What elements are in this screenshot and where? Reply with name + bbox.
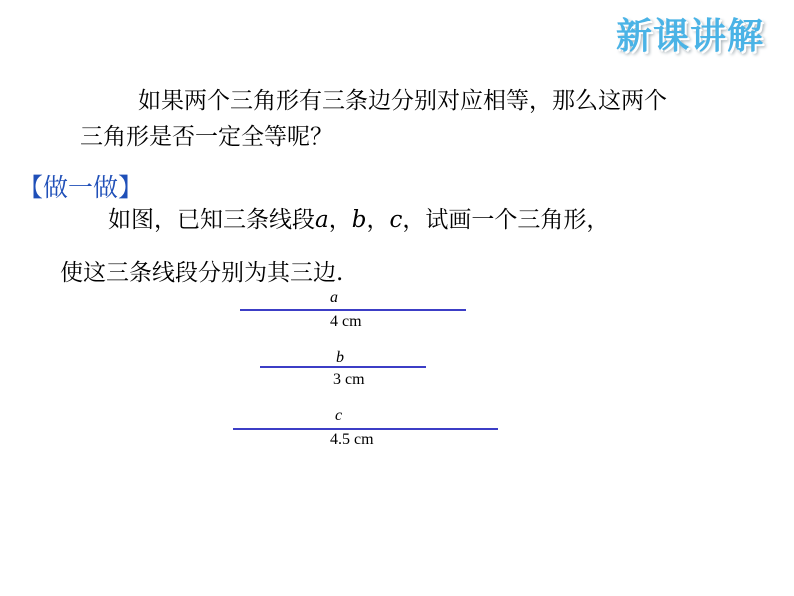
activity-line-1 <box>108 202 609 238</box>
segment-c-label: c <box>335 407 343 424</box>
section-title: 新课讲解 <box>615 16 764 57</box>
question-paragraph <box>80 83 760 155</box>
segment-b-length: 3 cm <box>333 371 365 388</box>
separator-1: ， <box>328 207 352 233</box>
segment-c-line <box>233 428 498 430</box>
activity-line-1-suffix: ，试画一个三角形， <box>402 207 610 233</box>
question-line-2: 三角形是否一定全等呢？ <box>80 124 333 150</box>
activity-line-2-period: . <box>336 260 344 286</box>
segment-c-length: 4.5 cm <box>330 431 374 448</box>
var-c: c <box>389 207 403 233</box>
separator-2: ， <box>366 207 390 233</box>
segment-b-label: b <box>336 349 344 366</box>
var-a: a <box>315 207 329 233</box>
segment-a-line <box>240 309 466 311</box>
var-b: b <box>351 207 367 233</box>
segment-a-label: a <box>330 289 338 306</box>
activity-line-2 <box>60 255 343 291</box>
activity-line-1-prefix: 如图，已知三条线段 <box>108 207 315 233</box>
segment-a-length: 4 cm <box>330 313 362 330</box>
activity-line-2-text: 使这三条线段分别为其三边 <box>60 260 336 286</box>
segment-b-line <box>260 366 426 368</box>
question-line-1: 如果两个三角形有三条边分别对应相等，那么这两个 <box>138 88 667 114</box>
activity-heading: 【做一做】 <box>18 173 144 202</box>
